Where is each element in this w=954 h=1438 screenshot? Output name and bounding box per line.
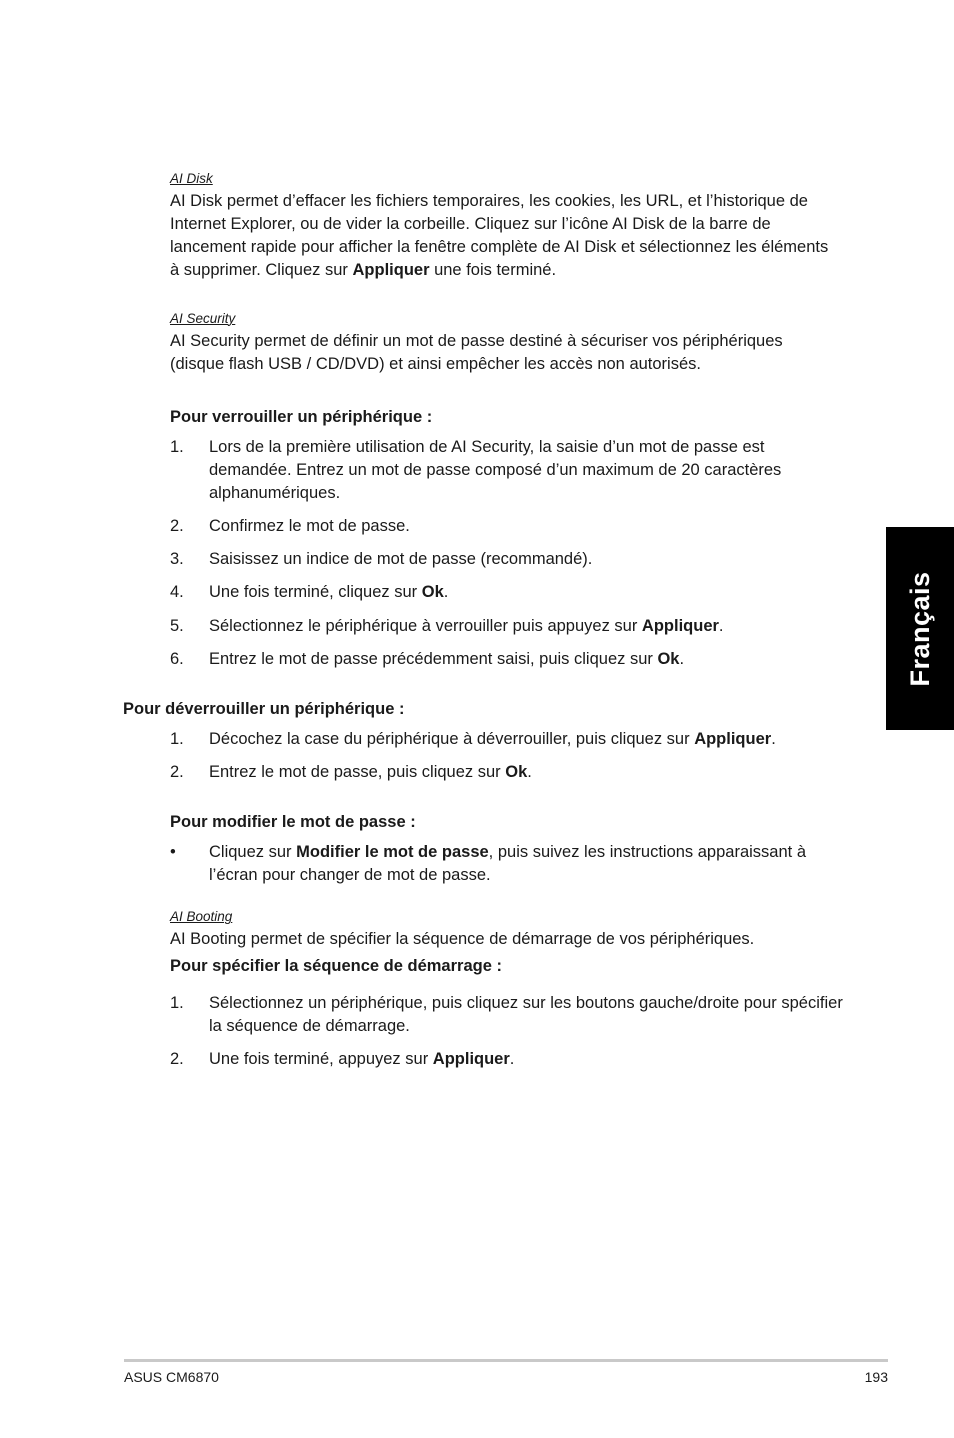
modify-heading: Pour modifier le mot de passe : — [170, 813, 416, 831]
step-number: 4. — [170, 583, 184, 601]
modify-text — [209, 841, 849, 887]
step-text — [209, 1048, 849, 1071]
step-text — [209, 992, 849, 1038]
language-tab-label: Français — [905, 570, 935, 687]
step-text-bold: Ok — [657, 650, 680, 668]
step-text-end: . — [771, 730, 776, 748]
step-number: 2. — [170, 517, 184, 535]
step-text-end: . — [679, 650, 685, 668]
ai-disk-bold: Appliquer — [352, 261, 430, 279]
footer-divider — [124, 1359, 888, 1362]
step-text-main: Une fois terminé, cliquez sur — [209, 583, 422, 601]
step-text — [209, 581, 849, 604]
ai-booting-paragraph: AI Booting permet de spécifier la séquence de démarrage de vos périphériques. — [170, 930, 755, 948]
step-text — [209, 728, 849, 751]
modify-text-main: Cliquez sur — [209, 843, 297, 861]
step-text — [209, 436, 849, 505]
step-text-main: Entrez le mot de passe précédemment saisi, puis cliquez sur — [209, 650, 658, 668]
step-text-main: Sélectionnez le périphérique à verrouiller puis appuyez sur — [209, 617, 642, 635]
footer-model: ASUS CM6870 — [124, 1369, 219, 1385]
lock-heading: Pour verrouiller un périphérique : — [170, 408, 433, 426]
step-text-main: Entrez le mot de passe, puis cliquez sur — [209, 763, 506, 781]
unlock-heading: Pour déverrouiller un périphérique : — [123, 700, 405, 718]
step-text — [209, 761, 849, 784]
step-text — [209, 648, 849, 671]
booting-heading: Pour spécifier la séquence de démarrage : — [170, 957, 502, 975]
language-side-tab — [886, 527, 954, 730]
step-text-main: Décochez la case du périphérique à déverrouiller, puis cliquez sur — [209, 730, 695, 748]
step-text — [209, 615, 849, 638]
step-text-main: Lors de la première utilisation de AI Security, la saisie d’un mot de passe est demandée. Entrez un mot de passe composé d’un maximum de 20 caractères alphanumériques. — [209, 438, 782, 502]
page-number: 193 — [864, 1369, 888, 1385]
step-number: 3. — [170, 550, 184, 568]
step-text-end: . — [527, 763, 532, 781]
step-text — [209, 515, 849, 538]
step-text-bold: Appliquer — [694, 730, 772, 748]
step-text-main: Saisissez un indice de mot de passe (recommandé). — [209, 550, 593, 568]
modify-text-end: , puis suivez les instructions apparaissant à l’écran pour changer de mot de passe. — [209, 843, 806, 884]
ai-security-title: AI Security — [170, 311, 236, 326]
ai-security-paragraph: AI Security permet de définir un mot de passe destiné à sécuriser vos périphériques (disque flash USB / CD/DVD) et ainsi empêcher les accès non autorisés. — [170, 332, 783, 373]
ai-booting-title: AI Booting — [170, 909, 233, 924]
step-text-main: Sélectionnez un périphérique, puis cliquez sur les boutons gauche/droite pour spécifier la séquence de démarrage. — [209, 994, 843, 1035]
step-number: 6. — [170, 650, 184, 668]
step-text-bold: Appliquer — [641, 617, 719, 635]
step-text-main: Confirmez le mot de passe. — [209, 517, 410, 535]
modify-text-bold: Modifier le mot de passe — [296, 843, 489, 861]
step-text-bold: Appliquer — [432, 1050, 510, 1068]
ai-disk-text: AI Disk permet d’effacer les fichiers temporaires, les cookies, les URL, et l’historique de Internet Explorer, ou de vider la corbeille. Cliquez sur l’icône AI Disk de la barre de lancement rapide pour afficher la fenêtre complète de AI Disk et sélectionnez les éléments à supprimer. Cliquez sur — [170, 192, 829, 279]
ai-disk-title: AI Disk — [170, 171, 213, 186]
step-number: 5. — [170, 617, 184, 635]
step-text-end: . — [443, 583, 449, 601]
bullet: • — [170, 843, 176, 861]
step-number: 1. — [170, 994, 184, 1012]
step-text-end: . — [718, 617, 724, 635]
step-text-end: . — [509, 1050, 515, 1068]
step-number: 2. — [170, 763, 184, 781]
step-text-bold: Ok — [505, 763, 528, 781]
step-number: 1. — [170, 438, 184, 456]
step-text-main: Une fois terminé, appuyez sur — [209, 1050, 433, 1068]
step-number: 1. — [170, 730, 184, 748]
step-text-bold: Ok — [421, 583, 444, 601]
ai-disk-text-end: une fois terminé. — [429, 261, 557, 279]
step-number: 2. — [170, 1050, 184, 1068]
step-text — [209, 548, 849, 571]
ai-disk-paragraph — [170, 190, 840, 282]
